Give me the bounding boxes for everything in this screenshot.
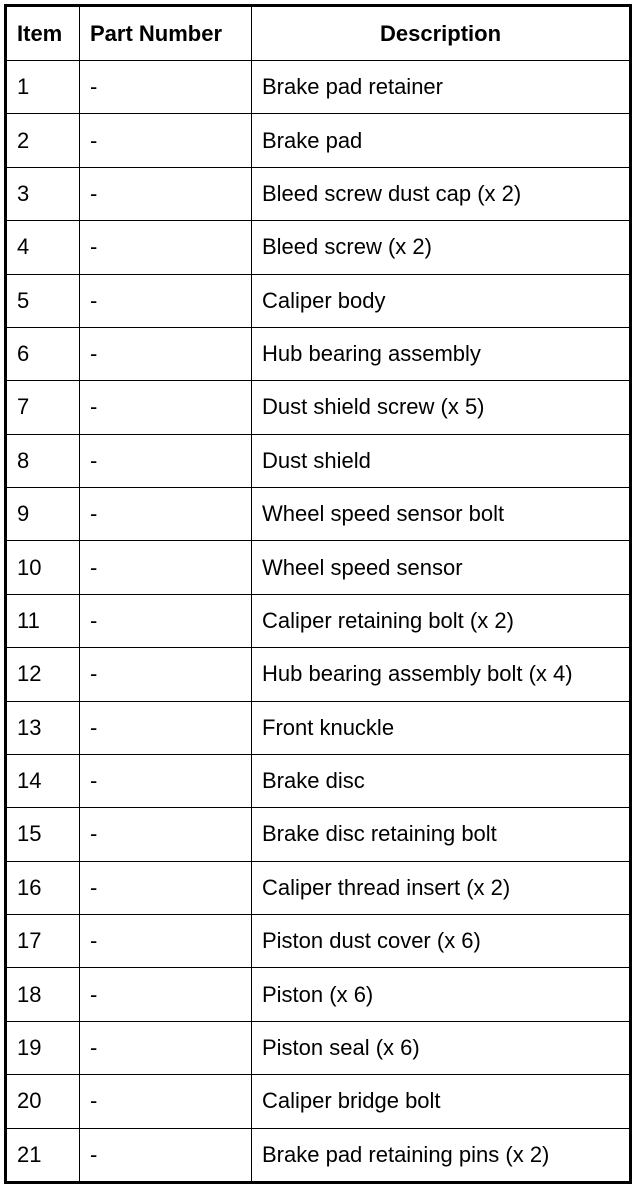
item-cell: 5	[6, 274, 80, 327]
description-cell: Caliper thread insert (x 2)	[252, 861, 631, 914]
table-row	[6, 968, 631, 1021]
description-cell: Caliper body	[252, 274, 631, 327]
description-cell: Brake pad retaining pins (x 2)	[252, 1128, 631, 1183]
table-row	[6, 541, 631, 594]
item-cell: 4	[6, 221, 80, 274]
table-row	[6, 808, 631, 861]
item-cell: 10	[6, 541, 80, 594]
item-cell: 20	[6, 1075, 80, 1128]
description-cell: Piston (x 6)	[252, 968, 631, 1021]
item-cell: 1	[6, 61, 80, 114]
header-description: Description	[252, 6, 631, 61]
item-cell: 14	[6, 754, 80, 807]
table-row	[6, 327, 631, 380]
part-number-cell: -	[80, 861, 252, 914]
table-row	[6, 274, 631, 327]
part-number-cell: -	[80, 274, 252, 327]
description-cell: Dust shield screw (x 5)	[252, 381, 631, 434]
part-number-cell: -	[80, 1128, 252, 1183]
part-number-cell: -	[80, 1075, 252, 1128]
item-cell: 15	[6, 808, 80, 861]
item-cell: 9	[6, 488, 80, 541]
table-row	[6, 221, 631, 274]
description-cell: Bleed screw dust cap (x 2)	[252, 167, 631, 220]
parts-table	[4, 4, 632, 1184]
description-cell: Piston seal (x 6)	[252, 1021, 631, 1074]
table-row	[6, 1075, 631, 1128]
part-number-cell: -	[80, 114, 252, 167]
item-cell: 17	[6, 915, 80, 968]
item-cell: 11	[6, 594, 80, 647]
item-cell: 18	[6, 968, 80, 1021]
header-item: Item	[6, 6, 80, 61]
table-body	[6, 61, 631, 1183]
part-number-cell: -	[80, 594, 252, 647]
header-part-number: Part Number	[80, 6, 252, 61]
description-cell: Hub bearing assembly bolt (x 4)	[252, 648, 631, 701]
description-cell: Dust shield	[252, 434, 631, 487]
part-number-cell: -	[80, 648, 252, 701]
table-row	[6, 648, 631, 701]
table-row	[6, 381, 631, 434]
item-cell: 19	[6, 1021, 80, 1074]
part-number-cell: -	[80, 61, 252, 114]
table-row	[6, 1128, 631, 1183]
part-number-cell: -	[80, 701, 252, 754]
description-cell: Caliper bridge bolt	[252, 1075, 631, 1128]
part-number-cell: -	[80, 221, 252, 274]
part-number-cell: -	[80, 488, 252, 541]
table-row	[6, 1021, 631, 1074]
item-cell: 2	[6, 114, 80, 167]
description-cell: Caliper retaining bolt (x 2)	[252, 594, 631, 647]
item-cell: 16	[6, 861, 80, 914]
part-number-cell: -	[80, 434, 252, 487]
table-row	[6, 434, 631, 487]
item-cell: 13	[6, 701, 80, 754]
description-cell: Hub bearing assembly	[252, 327, 631, 380]
description-cell: Wheel speed sensor bolt	[252, 488, 631, 541]
description-cell: Brake disc	[252, 754, 631, 807]
description-cell: Piston dust cover (x 6)	[252, 915, 631, 968]
part-number-cell: -	[80, 327, 252, 380]
part-number-cell: -	[80, 754, 252, 807]
description-cell: Wheel speed sensor	[252, 541, 631, 594]
table-row	[6, 915, 631, 968]
table-row	[6, 114, 631, 167]
description-cell: Front knuckle	[252, 701, 631, 754]
table-row	[6, 61, 631, 114]
table-row	[6, 167, 631, 220]
table-row	[6, 488, 631, 541]
table-row	[6, 594, 631, 647]
item-cell: 7	[6, 381, 80, 434]
item-cell: 12	[6, 648, 80, 701]
description-cell: Brake disc retaining bolt	[252, 808, 631, 861]
description-cell: Brake pad retainer	[252, 61, 631, 114]
part-number-cell: -	[80, 915, 252, 968]
item-cell: 3	[6, 167, 80, 220]
item-cell: 21	[6, 1128, 80, 1183]
item-cell: 8	[6, 434, 80, 487]
part-number-cell: -	[80, 968, 252, 1021]
part-number-cell: -	[80, 541, 252, 594]
table-row	[6, 701, 631, 754]
header-row	[6, 6, 631, 61]
part-number-cell: -	[80, 808, 252, 861]
part-number-cell: -	[80, 167, 252, 220]
part-number-cell: -	[80, 381, 252, 434]
table-header	[6, 6, 631, 61]
table-row	[6, 754, 631, 807]
item-cell: 6	[6, 327, 80, 380]
description-cell: Brake pad	[252, 114, 631, 167]
part-number-cell: -	[80, 1021, 252, 1074]
table-row	[6, 861, 631, 914]
description-cell: Bleed screw (x 2)	[252, 221, 631, 274]
